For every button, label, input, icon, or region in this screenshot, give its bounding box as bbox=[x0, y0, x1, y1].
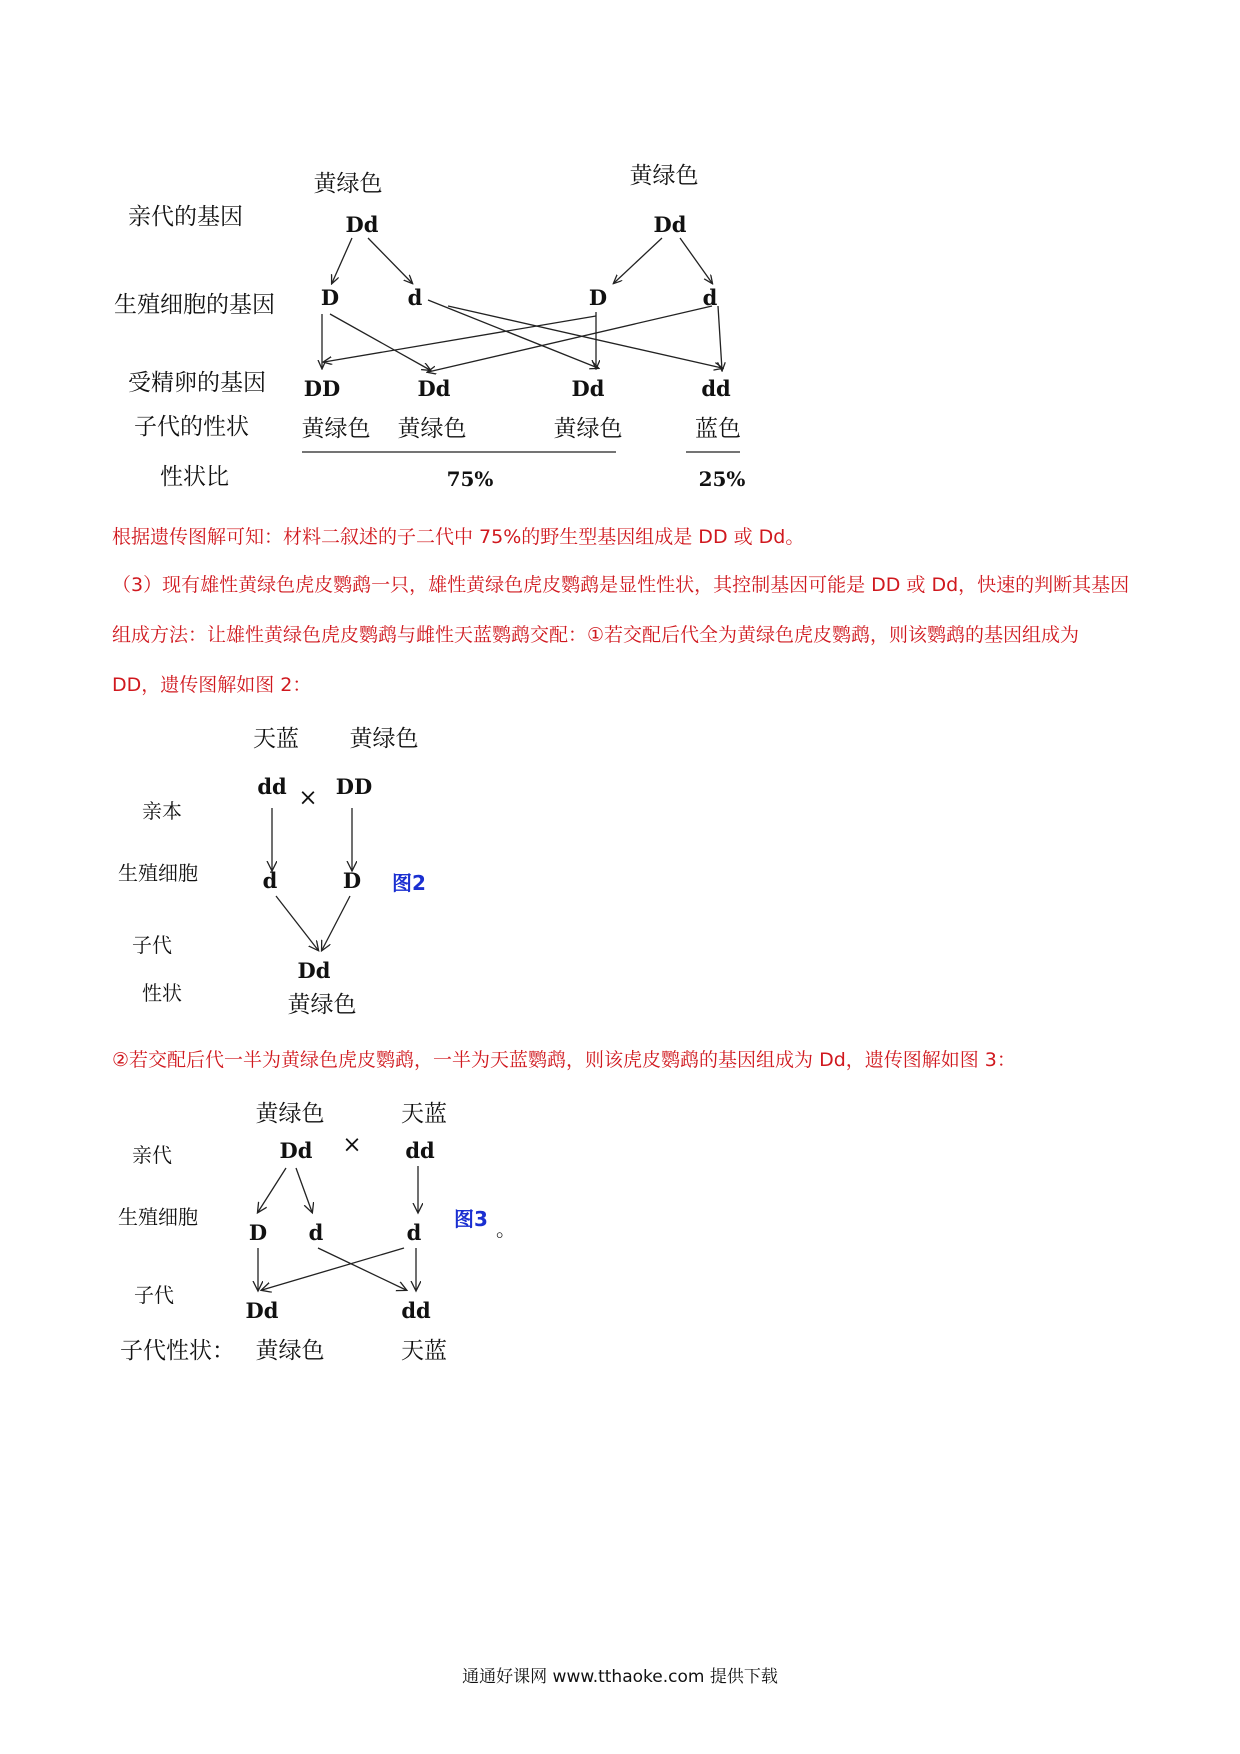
genetic-diagram-2 bbox=[0, 715, 1240, 1025]
fig2-left-trait: 天蓝 bbox=[253, 726, 299, 752]
fig2-row-offspring: 子代 bbox=[132, 933, 172, 957]
fig2-gamete-left: d bbox=[262, 868, 278, 893]
row-label-ratio: 性状比 bbox=[160, 464, 229, 490]
row-label-offspring-trait: 子代的性状 bbox=[134, 414, 249, 440]
fig3-row-offspring: 子代 bbox=[134, 1283, 174, 1307]
page-footer: 通通好课网 www.tthaoke.com 提供下载 bbox=[462, 1667, 778, 1687]
ratio-dominant: 75% bbox=[446, 467, 494, 491]
gamete-1: D bbox=[320, 285, 340, 310]
trait-3: 黄绿色 bbox=[553, 416, 623, 442]
parent-right-trait: 黄绿色 bbox=[629, 163, 699, 189]
gamete-2: d bbox=[407, 285, 423, 310]
fig2-left-gene: dd bbox=[257, 774, 287, 799]
paragraph-question-3: （3）现有雄性黄绿色虎皮鹦鹉一只，雄性黄绿色虎皮鹦鹉是显性性状，其控制基因可能是 DD 或 Dd，快速的判断其基因组成方法：让雄性黄绿色虎皮鹦鹉与雌性天蓝鹦鹉交配：①若交配后代全为黄绿色虎皮鹦鹉，则该鹦鹉的基因组成为 DD，遗传图解如图 2： bbox=[112, 574, 1130, 696]
gamete-4: d bbox=[702, 285, 718, 310]
fig3-row-parent: 亲代 bbox=[132, 1143, 172, 1167]
fig2-row-gamete: 生殖细胞 bbox=[118, 861, 198, 885]
trait-2: 黄绿色 bbox=[397, 416, 467, 442]
parent-left-gene: Dd bbox=[345, 212, 379, 237]
fig2-gamete-right: D bbox=[342, 868, 362, 893]
fig3-row-gamete: 生殖细胞 bbox=[118, 1205, 198, 1229]
fig3-trait-right: 天蓝 bbox=[401, 1338, 447, 1364]
paragraph-case-2: ②若交配后代一半为黄绿色虎皮鹦鹉，一半为天蓝鹦鹉，则该虎皮鹦鹉的基因组成为 Dd，遗传图解如图 3： bbox=[112, 1049, 1016, 1071]
fig2-cross-symbol: × bbox=[298, 785, 318, 811]
fig2-offspring-gene: Dd bbox=[297, 958, 331, 983]
fig3-right-trait: 天蓝 bbox=[401, 1101, 447, 1127]
fig2-row-trait: 性状 bbox=[142, 981, 182, 1005]
zygote-3: Dd bbox=[571, 376, 605, 401]
row-label-zygote-gene: 受精卵的基因 bbox=[128, 370, 266, 396]
zygote-4: dd bbox=[701, 376, 731, 401]
fig2-label: 图2 bbox=[392, 871, 426, 895]
fig3-offspring-right: dd bbox=[401, 1298, 431, 1323]
row-label-gamete-gene: 生殖细胞的基因 bbox=[114, 292, 275, 318]
fig3-trailing-mark: 。 bbox=[496, 1217, 516, 1241]
fig3-right-gene: dd bbox=[405, 1138, 435, 1163]
fig2-right-gene: DD bbox=[335, 774, 373, 799]
fig3-gamete-2: d bbox=[308, 1220, 324, 1245]
gamete-3: D bbox=[588, 285, 608, 310]
fig3-left-gene: Dd bbox=[279, 1138, 313, 1163]
fig3-left-trait: 黄绿色 bbox=[255, 1101, 325, 1127]
fig3-offspring-left: Dd bbox=[245, 1298, 279, 1323]
fig3-label: 图3 bbox=[454, 1207, 488, 1231]
zygote-2: Dd bbox=[417, 376, 451, 401]
fig3-row-trait: 子代性状： bbox=[120, 1338, 235, 1364]
zygote-1: DD bbox=[303, 376, 341, 401]
fig2-row-parent: 亲本 bbox=[142, 799, 182, 823]
parent-right-gene: Dd bbox=[653, 212, 687, 237]
fig2-right-trait: 黄绿色 bbox=[349, 726, 419, 752]
trait-4: 蓝色 bbox=[695, 416, 741, 442]
fig3-gamete-3: d bbox=[406, 1220, 422, 1245]
genetic-diagram-3 bbox=[0, 1090, 1240, 1390]
fig3-cross-symbol: × bbox=[342, 1132, 362, 1158]
fig2-offspring-trait: 黄绿色 bbox=[287, 992, 357, 1018]
ratio-recessive: 25% bbox=[698, 467, 746, 491]
paragraph-conclusion: 根据遗传图解可知：材料二叙述的子二代中 75%的野生型基因组成是 DD 或 Dd。 bbox=[112, 526, 805, 548]
trait-1: 黄绿色 bbox=[301, 416, 371, 442]
fig3-gamete-1: D bbox=[248, 1220, 268, 1245]
parent-left-trait: 黄绿色 bbox=[313, 171, 383, 197]
row-label-parent-gene: 亲代的基因 bbox=[128, 204, 243, 230]
fig3-trait-left: 黄绿色 bbox=[255, 1338, 325, 1364]
